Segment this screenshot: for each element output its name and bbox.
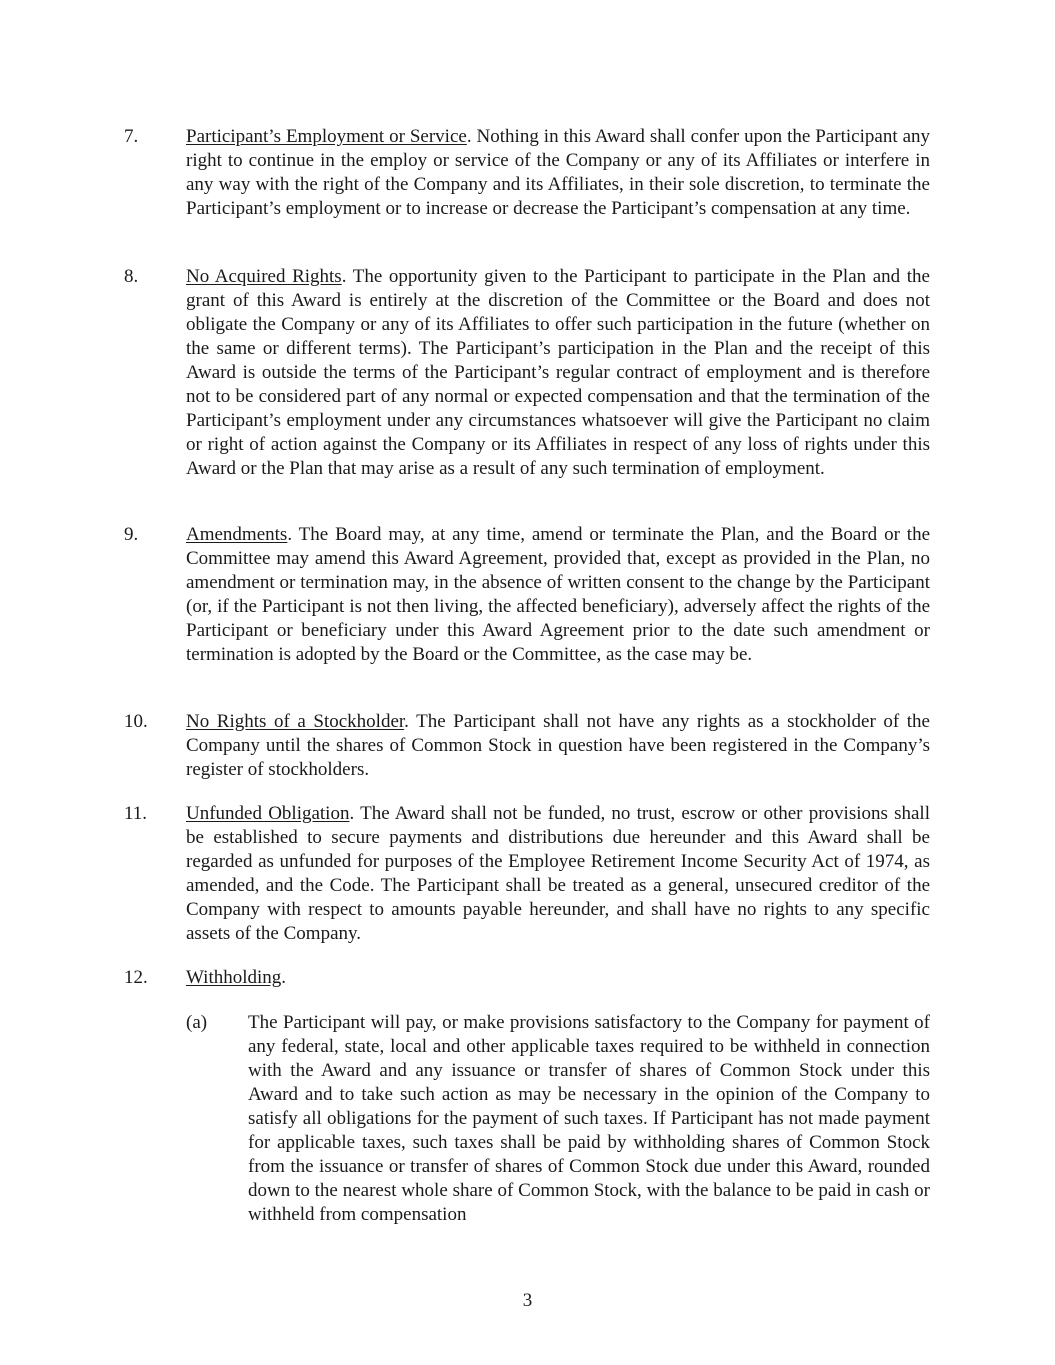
section-number: 7. (124, 126, 139, 147)
section-heading: No Acquired Rights (186, 266, 342, 287)
section-body (186, 966, 930, 990)
section-heading: Withholding (186, 967, 282, 988)
section-body (186, 523, 930, 667)
subsection-number: (a) (186, 1012, 208, 1033)
section-12 (124, 966, 930, 990)
section-body (186, 710, 930, 782)
section-8 (124, 265, 930, 481)
section-text: . (281, 967, 287, 988)
section-body (186, 265, 930, 481)
section-11 (124, 802, 930, 946)
section-heading: Participant’s Employment or Service (186, 126, 467, 147)
section-text: . The Award shall not be funded, no trust, escrow or other provisions shall be established to secure payments and distributions due hereunder and this Award shall be regarded as unfunded for purposes of the Employee Retirement Income Security Act of 1974, as amended, and the Code. The Participant shall be treated as a general, unsecured creditor of the Company with respect to amounts payable hereunder, and shall have no rights to any specific assets of the Company. (186, 803, 930, 944)
section-7 (124, 125, 930, 221)
page-number: 3 (522, 1290, 533, 1311)
section-10 (124, 710, 930, 782)
section-body (186, 802, 930, 946)
subsection-12a (186, 1011, 930, 1227)
section-number: 9. (124, 524, 139, 545)
section-text: . The Board may, at any time, amend or terminate the Plan, and the Board or the Committee may amend this Award Agreement, provided that, except as provided in the Plan, no amendment or termination may, in the absence of written consent to the change by the Participant (or, if the Participant is not then living, the affected beneficiary), adversely affect the rights of the Participant or beneficiary under this Award Agreement prior to the date such amendment or termination is adopted by the Board or the Committee, as the case may be. (186, 524, 930, 665)
section-body (186, 125, 930, 221)
section-heading: Amendments (186, 524, 288, 545)
section-text: . Nothing in this Award shall confer upon the Participant any right to continue in the employ or service of the Company or any of its Affiliates or interfere in any way with the right of the Company and its Affiliates, in their sole discretion, to terminate the Participant’s employment or to increase or decrease the Participant’s compensation at any time. (186, 126, 930, 219)
section-number: 11. (124, 803, 148, 824)
section-9 (124, 523, 930, 667)
section-text: . The opportunity given to the Participant to participate in the Plan and the grant of this Award is entirely at the discretion of the Committee or the Board and does not obligate the Company or any of its Affiliates to offer such participation in the future (whether on the same or different terms). The Participant’s participation in the Plan and the receipt of this Award is outside the terms of the Participant’s regular contract of employment and is therefore not to be considered part of any normal or expected compensation and that the termination of the Participant’s employment under any circumstances whatsoever will give the Participant no claim or right of action against the Company or its Affiliates in respect of any loss of rights under this Award or the Plan that may arise as a result of any such termination of employment. (186, 266, 930, 479)
section-number: 8. (124, 266, 139, 287)
subsection-text: The Participant will pay, or make provisions satisfactory to the Company for payment of any federal, state, local and other applicable taxes required to be withheld in connection with the Award and any issuance or transfer of shares of Common Stock under this Award and to take such action as may be necessary in the opinion of the Company to satisfy all obligations for the payment of such taxes. If Participant has not made payment for applicable taxes, such taxes shall be paid by withholding shares of Common Stock from the issuance or transfer of shares of Common Stock due under this Award, rounded down to the nearest whole share of Common Stock, with the balance to be paid in cash or withheld from compensation (248, 1012, 930, 1225)
section-number: 10. (124, 711, 148, 732)
section-number: 12. (124, 967, 148, 988)
section-heading: Unfunded Obligation (186, 803, 350, 824)
section-text: . The Participant shall not have any rights as a stockholder of the Company until the shares of Common Stock in question have been registered in the Company’s register of stockholders. (186, 711, 930, 780)
section-heading: No Rights of a Stockholder (186, 711, 405, 732)
